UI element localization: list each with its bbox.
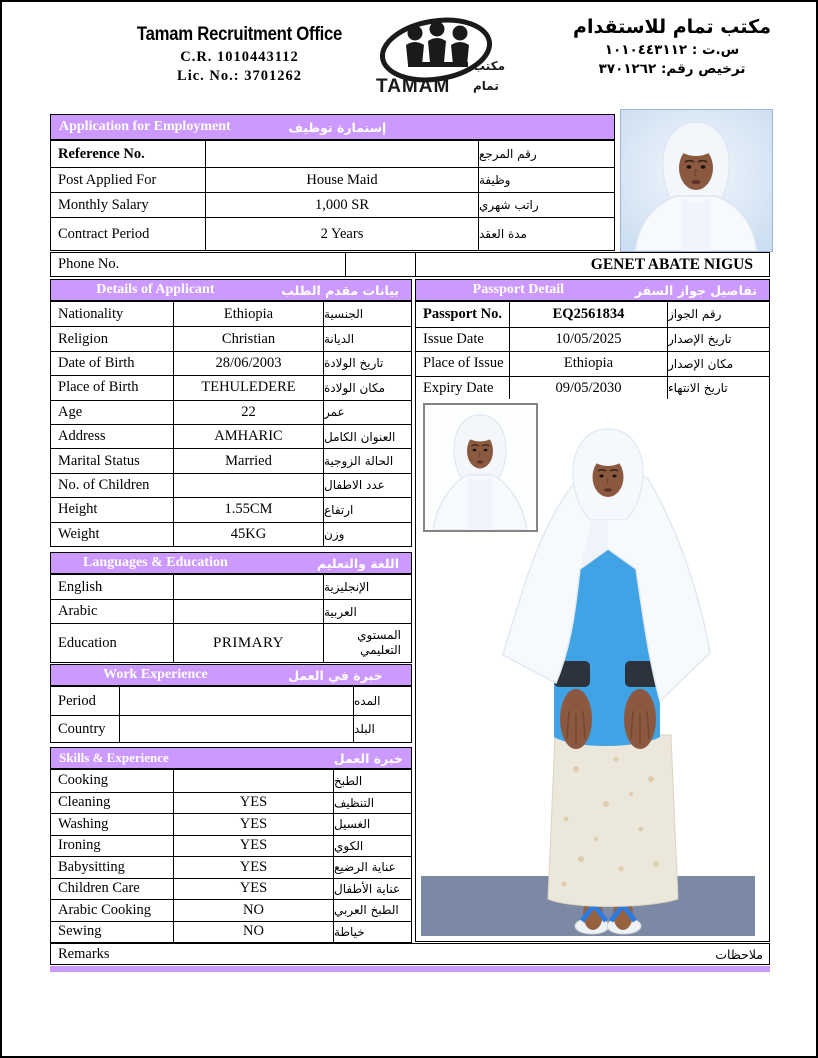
row-value: YES bbox=[173, 836, 333, 857]
row-label-arabic: المده bbox=[353, 687, 411, 715]
row-label: Place of Issue bbox=[423, 355, 504, 372]
bottom-accent-bar bbox=[50, 966, 770, 972]
row-value: EQ2561834 bbox=[509, 302, 667, 327]
work-table bbox=[50, 686, 412, 743]
row-label: Issue Date bbox=[423, 330, 484, 347]
cr-arabic: س.ت : ١٠١٠٤٤٣١١٢ bbox=[604, 42, 740, 58]
details-title-ar: بيانات مقدم الطلب bbox=[281, 282, 399, 298]
row-label-arabic: المستوي التعليمي bbox=[323, 624, 411, 662]
row-value: YES bbox=[173, 793, 333, 814]
row-label-arabic: عمر bbox=[323, 401, 411, 424]
row-label-arabic: الطبخ bbox=[333, 770, 411, 792]
work-title-ar: خبرة في العمل bbox=[288, 667, 383, 683]
row-label: Weight bbox=[58, 525, 100, 542]
row-label: Arabic bbox=[58, 603, 98, 619]
row-label-arabic: عدد الاطفال bbox=[323, 474, 411, 497]
row-value: 28/06/2003 bbox=[173, 352, 323, 375]
row-label: Expiry Date bbox=[423, 379, 494, 396]
row-value: TEHULEDERE bbox=[173, 376, 323, 399]
row-value bbox=[173, 474, 323, 497]
applicant-fullbody-photo bbox=[415, 399, 770, 942]
row-label-arabic: الكوي bbox=[333, 836, 411, 857]
table-row bbox=[416, 302, 769, 327]
row-value: YES bbox=[173, 814, 333, 835]
table-row bbox=[51, 473, 411, 497]
table-row bbox=[51, 813, 411, 835]
row-value: 2 Years bbox=[205, 218, 478, 250]
details-table bbox=[50, 301, 412, 547]
row-value: NO bbox=[173, 900, 333, 921]
portrait-photo-image bbox=[621, 110, 772, 251]
skills-table bbox=[50, 769, 412, 943]
row-value: Ethiopia bbox=[173, 302, 323, 326]
applicant-passport-photo bbox=[423, 403, 538, 532]
table-row bbox=[51, 687, 411, 715]
phone-name-row bbox=[50, 252, 770, 277]
row-label-arabic: مدة العقد bbox=[478, 218, 614, 250]
tamam-logo-icon bbox=[368, 12, 508, 98]
license-arabic: ترخيص رقم: ٣٧٠١٢٦٢ bbox=[598, 61, 746, 77]
row-label-arabic: تاريخ الولادة bbox=[323, 352, 411, 375]
row-value: 1,000 SR bbox=[205, 193, 478, 217]
row-value: NO bbox=[173, 922, 333, 943]
row-label: No. of Children bbox=[58, 476, 150, 493]
passport-title-ar: تفاصيل جواز السفر bbox=[634, 282, 757, 298]
row-value bbox=[119, 716, 353, 742]
office-name: Tamam Recruitment Office bbox=[136, 24, 343, 45]
row-label-arabic: العربية bbox=[323, 600, 411, 623]
table-row bbox=[51, 878, 411, 900]
row-value: 45KG bbox=[173, 523, 323, 546]
row-value: YES bbox=[173, 857, 333, 878]
table-row bbox=[51, 448, 411, 472]
application-title-ar: إستمارة توظيف bbox=[288, 119, 387, 135]
details-section-header bbox=[50, 279, 412, 301]
row-label: Children Care bbox=[58, 880, 140, 897]
languages-title-en: Languages & Education bbox=[83, 555, 228, 570]
row-label: Arabic Cooking bbox=[58, 901, 152, 918]
table-row bbox=[51, 217, 614, 250]
table-row bbox=[51, 497, 411, 521]
row-label-arabic: رقم الجواز bbox=[667, 302, 769, 327]
table-row bbox=[51, 575, 411, 599]
table-row bbox=[51, 921, 411, 943]
row-value bbox=[119, 687, 353, 715]
application-table bbox=[50, 140, 615, 251]
row-label: Period bbox=[58, 692, 96, 709]
row-label: Ironing bbox=[58, 837, 101, 854]
table-row bbox=[51, 623, 411, 662]
table-row bbox=[51, 375, 411, 399]
row-label: Nationality bbox=[58, 305, 124, 322]
table-row bbox=[51, 167, 614, 192]
row-value: 09/05/2030 bbox=[509, 377, 667, 401]
table-row bbox=[51, 351, 411, 375]
application-section-header bbox=[50, 114, 615, 140]
passport-section-header bbox=[415, 279, 770, 301]
table-row bbox=[51, 302, 411, 326]
row-value bbox=[173, 600, 323, 623]
row-label-arabic: عناية الأطفال bbox=[333, 879, 411, 900]
table-row bbox=[51, 856, 411, 878]
row-label: Monthly Salary bbox=[58, 196, 149, 213]
remarks-label: Remarks bbox=[58, 945, 110, 962]
row-label: Age bbox=[58, 403, 83, 420]
table-row bbox=[416, 376, 769, 401]
table-row bbox=[51, 899, 411, 921]
row-label: Marital Status bbox=[58, 452, 140, 469]
row-value: 1.55CM bbox=[173, 498, 323, 521]
row-value: 10/05/2025 bbox=[509, 328, 667, 352]
row-label: Washing bbox=[58, 815, 109, 832]
row-label-arabic: الحالة الزوجية bbox=[323, 449, 411, 472]
row-label-arabic: مكان الإصدار bbox=[667, 352, 769, 376]
row-label: Address bbox=[58, 428, 106, 445]
row-label: Babysitting bbox=[58, 858, 125, 875]
row-label: Post Applied For bbox=[58, 171, 157, 188]
letterhead-english-block bbox=[72, 22, 407, 87]
row-label-arabic: وظيفة bbox=[478, 168, 614, 192]
applicant-portrait-photo bbox=[620, 109, 773, 252]
table-row bbox=[416, 327, 769, 352]
table-row bbox=[51, 326, 411, 350]
row-label: Passport No. bbox=[423, 305, 502, 322]
phone-label: Phone No. bbox=[50, 252, 346, 277]
row-label-arabic: البلد bbox=[353, 716, 411, 742]
office-name-arabic: مكتب تمام للاستقدام bbox=[573, 16, 771, 38]
languages-section-header bbox=[50, 552, 412, 574]
row-label: Cooking bbox=[58, 772, 108, 789]
table-row bbox=[51, 400, 411, 424]
row-label: Place of Birth bbox=[58, 379, 139, 396]
row-label-arabic: العنوان الكامل bbox=[323, 425, 411, 448]
row-label-arabic: الغسيل bbox=[333, 814, 411, 835]
row-label-arabic: خياطة bbox=[333, 922, 411, 943]
table-row bbox=[51, 141, 614, 167]
row-value: 22 bbox=[173, 401, 323, 424]
row-label: Education bbox=[58, 634, 117, 651]
table-row bbox=[51, 599, 411, 623]
row-value bbox=[205, 141, 478, 167]
row-value: YES bbox=[173, 879, 333, 900]
row-label-arabic: تاريخ الانتهاء bbox=[667, 377, 769, 401]
row-value: PRIMARY bbox=[173, 624, 323, 662]
applicant-name: GENET ABATE NIGUS bbox=[415, 253, 770, 276]
skills-title-en: Skills & Experience bbox=[59, 750, 169, 765]
row-label-arabic: الطبخ العربي bbox=[333, 900, 411, 921]
table-row bbox=[51, 770, 411, 792]
work-section-header bbox=[50, 664, 412, 686]
row-label: Country bbox=[58, 720, 106, 737]
table-row bbox=[51, 192, 614, 217]
row-label-arabic: راتب شهري bbox=[478, 193, 614, 217]
passport-table bbox=[415, 301, 770, 401]
table-row bbox=[51, 715, 411, 742]
row-label-arabic: عناية الرضيع bbox=[333, 857, 411, 878]
row-label-arabic: تاريخ الإصدار bbox=[667, 328, 769, 352]
languages-table bbox=[50, 574, 412, 663]
row-value: House Maid bbox=[205, 168, 478, 192]
tamam-logo bbox=[368, 12, 508, 98]
row-label: Sewing bbox=[58, 923, 102, 940]
remarks-label-arabic: ملاحظات bbox=[715, 946, 763, 962]
table-row bbox=[51, 522, 411, 546]
table-row bbox=[416, 351, 769, 376]
table-row bbox=[51, 424, 411, 448]
row-label: English bbox=[58, 578, 103, 595]
application-title-en: Application for Employment bbox=[59, 119, 231, 134]
row-label-arabic: التنظيف bbox=[333, 793, 411, 814]
phone-value-empty bbox=[346, 253, 415, 276]
row-label: Reference No. bbox=[58, 145, 145, 162]
passport-title-en: Passport Detail bbox=[472, 282, 565, 297]
svg-text:تمام: تمام bbox=[473, 79, 499, 93]
license-number: Lic. No.: 3701262 bbox=[177, 68, 302, 85]
skills-section-header bbox=[50, 747, 412, 769]
row-label-arabic: الجنسية bbox=[323, 302, 411, 326]
remarks-row bbox=[50, 943, 770, 965]
details-title-en: Details of Applicant bbox=[96, 282, 215, 297]
languages-title-ar: اللغة والتعليم bbox=[317, 555, 399, 571]
row-label-arabic: مكان الولادة bbox=[323, 376, 411, 399]
row-value: Married bbox=[173, 449, 323, 472]
row-value: Ethiopia bbox=[509, 352, 667, 376]
work-title-en: Work Experience bbox=[103, 667, 208, 682]
skills-title-ar: خبرة العمل bbox=[333, 750, 403, 766]
row-label-arabic: الديانة bbox=[323, 327, 411, 350]
row-label: Cleaning bbox=[58, 794, 111, 811]
row-value bbox=[173, 770, 333, 792]
row-value bbox=[173, 575, 323, 599]
commercial-registration: C.R. 1010443112 bbox=[180, 48, 299, 65]
svg-text:مكتب: مكتب bbox=[473, 59, 506, 73]
row-label: Height bbox=[58, 501, 98, 518]
row-value: Christian bbox=[173, 327, 323, 350]
table-row bbox=[51, 835, 411, 857]
row-label: Religion bbox=[58, 330, 108, 347]
row-label-arabic: رقم المرجع bbox=[478, 141, 614, 167]
row-label-arabic: ارتفاع bbox=[323, 498, 411, 521]
table-row bbox=[51, 792, 411, 814]
row-label: Contract Period bbox=[58, 225, 150, 242]
svg-text:TAMAM: TAMAM bbox=[376, 76, 451, 97]
passport-photo-image bbox=[425, 405, 536, 530]
row-value: AMHARIC bbox=[173, 425, 323, 448]
row-label-arabic: وزن bbox=[323, 523, 411, 546]
row-label-arabic: الإنجليزية bbox=[323, 575, 411, 599]
letterhead-arabic-block bbox=[547, 16, 797, 77]
row-label: Date of Birth bbox=[58, 354, 135, 371]
